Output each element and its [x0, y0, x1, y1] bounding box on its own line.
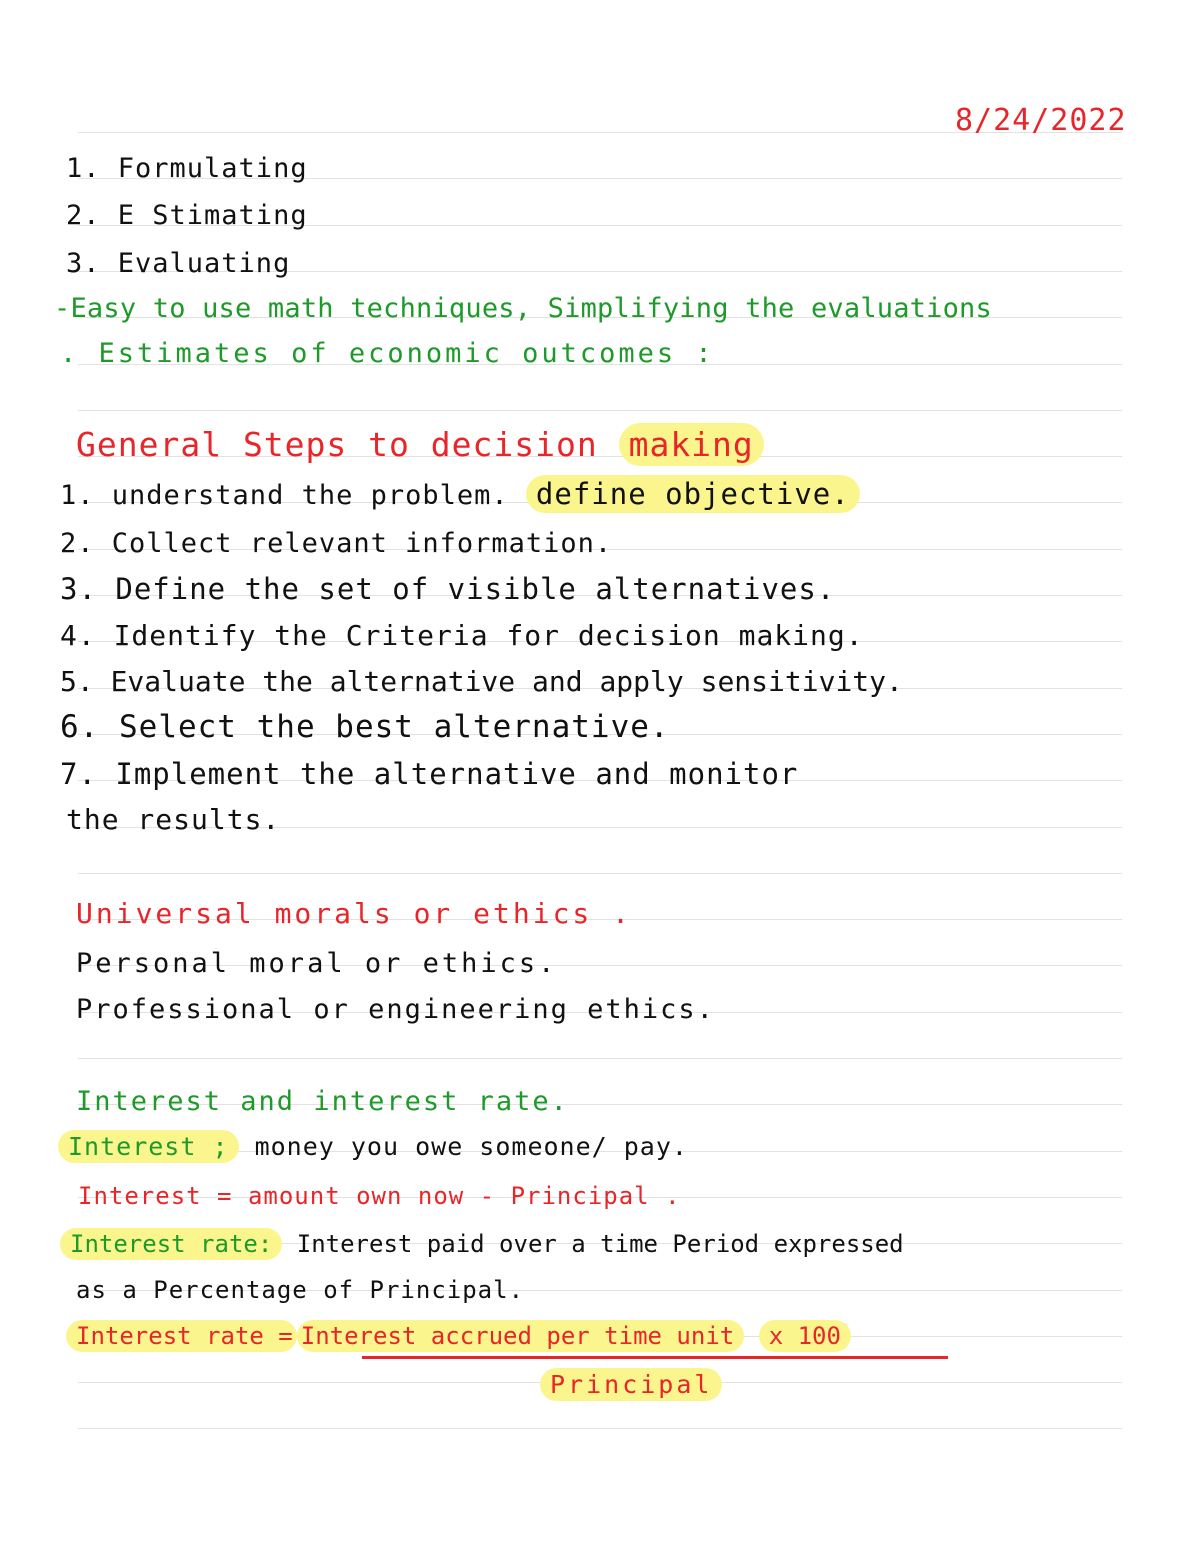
step-2: 2. Collect relevant information.: [60, 528, 613, 559]
step-1-highlight: define objective.: [526, 475, 860, 513]
ethics-personal: Personal moral or ethics.: [76, 948, 558, 979]
intro-item-evaluating: 3. Evaluating: [66, 248, 291, 279]
interest-rate-definition: [60, 1232, 904, 1256]
ruled-line: [78, 1428, 1122, 1429]
ruled-line: [78, 410, 1122, 411]
intro-note-math-techniques: -Easy to use math techniques, Simplifying the evaluations: [54, 293, 992, 324]
intro-item-formulating: 1. Formulating: [66, 153, 308, 184]
step-3: 3. Define the set of visible alternatives.: [60, 572, 836, 606]
interest-label: Interest ;: [58, 1130, 239, 1163]
formula-lhs: Interest rate =: [66, 1320, 297, 1352]
step-6: 6. Select the best alternative.: [60, 709, 670, 745]
formula-denominator-wrap: [540, 1372, 722, 1397]
formula-numerator: Interest accrued per time unit: [297, 1320, 744, 1352]
date: 8/24/2022: [955, 103, 1127, 138]
formula-multiplier: x 100: [759, 1320, 851, 1352]
ethics-heading: Universal morals or ethics .: [76, 897, 633, 930]
step-7: 7. Implement the alternative and monitor: [60, 757, 799, 791]
interest-def-text: money you owe someone/ pay.: [254, 1132, 688, 1161]
step-1-text: 1. understand the problem.: [60, 480, 509, 511]
intro-note-estimates: . Estimates of economic outcomes :: [60, 338, 715, 369]
ruled-line: [78, 1058, 1122, 1059]
interest-rate-formula: [66, 1324, 851, 1348]
interest-definition: [58, 1134, 688, 1159]
interest-rate-def-line2: as a Percentage of Principal.: [76, 1276, 525, 1304]
formula-denominator: Principal: [540, 1368, 722, 1401]
interest-rate-label: Interest rate:: [60, 1228, 282, 1260]
step-4: 4. Identify the Criteria for decision making.: [60, 619, 864, 652]
ethics-professional: Professional or engineering ethics.: [76, 994, 715, 1025]
step-1: [60, 477, 860, 511]
step-5: 5. Evaluate the alternative and apply sensitivity.: [60, 665, 903, 698]
interest-formula: Interest = amount own now - Principal .: [78, 1182, 681, 1210]
step-7-continued: the results.: [66, 803, 281, 836]
interest-rate-def-line1: Interest paid over a time Period expressed: [296, 1230, 904, 1258]
steps-heading-highlight: making: [619, 423, 764, 466]
ruled-line: [78, 873, 1122, 874]
interest-heading: Interest and interest rate.: [76, 1086, 569, 1117]
intro-item-estimating: 2. E Stimating: [66, 200, 308, 231]
steps-heading-text: General Steps to decision: [76, 425, 598, 464]
formula-fraction-bar: [362, 1356, 948, 1359]
steps-heading: [76, 425, 764, 464]
